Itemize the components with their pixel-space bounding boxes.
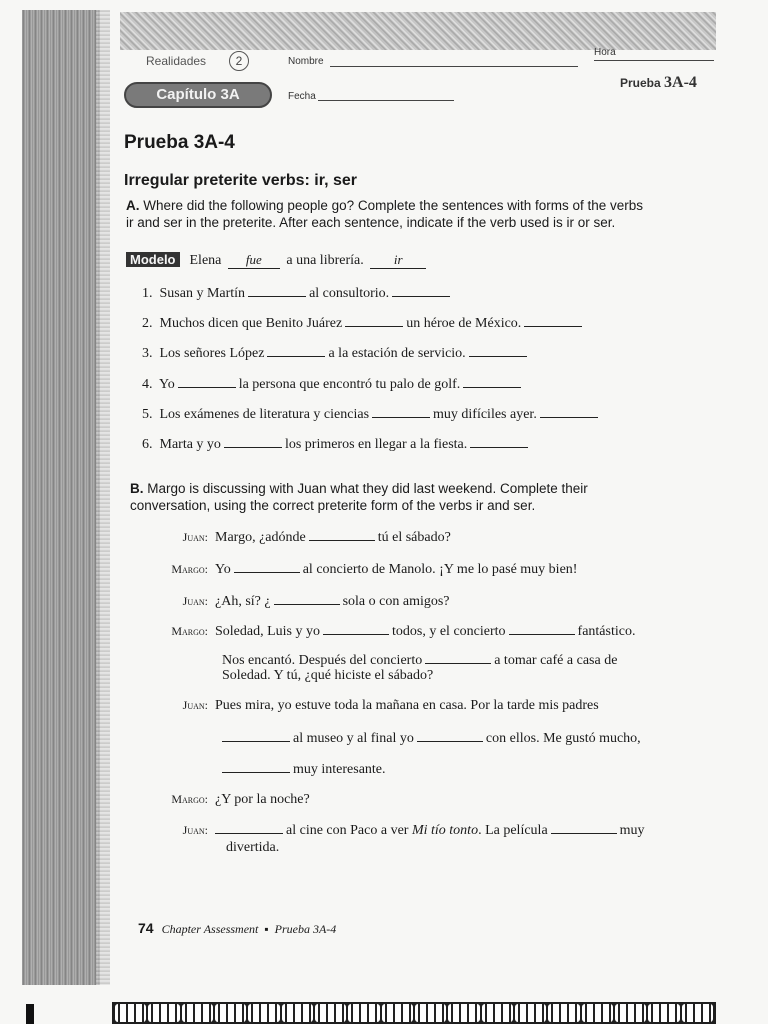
answer-blank[interactable]	[215, 821, 283, 834]
dialogue-continuation: Soledad. Y tú, ¿qué hiciste el sábado?	[222, 668, 434, 683]
answer-blank[interactable]	[274, 592, 340, 605]
test-number: 3A-4	[664, 74, 697, 91]
part-b-instructions: B. Margo is discussing with Juan what they did last weekend. Complete their conversation, using the correct preterite form of the verbs ir and ser.	[130, 481, 588, 513]
modelo-tag: Modelo	[126, 252, 180, 267]
verb-blank[interactable]	[470, 435, 528, 448]
test-label: Prueba 3A-4	[620, 74, 697, 91]
dialogue-line: Juan: ¿Ah, sí? ¿ sola o con amigos?	[148, 592, 450, 610]
answer-blank[interactable]	[222, 729, 290, 742]
hour-field[interactable]	[594, 60, 714, 61]
corner-mark	[26, 1004, 34, 1024]
book-spine-shadow	[22, 10, 100, 985]
speaker-label: Juan:	[182, 530, 208, 544]
verb-blank[interactable]	[524, 314, 582, 327]
answer-blank[interactable]	[267, 344, 325, 357]
series-number-badge: 2	[229, 51, 249, 71]
hour-label: Hora	[594, 47, 616, 58]
speaker-label: Margo:	[171, 792, 208, 806]
answer-blank[interactable]	[551, 821, 617, 834]
dialogue-line: Margo: ¿Y por la noche?	[148, 792, 310, 808]
answer-blank[interactable]	[372, 405, 430, 418]
exercise-a-item: 5. Los exámenes de literatura y ciencias muy difíciles ayer.	[142, 405, 601, 423]
dialogue-line: Juan: Margo, ¿adónde tú el sábado?	[148, 528, 451, 546]
modelo-line: Modelo Elena fue a una librería. ir	[126, 252, 429, 269]
dialogue-line: Juan: al cine con Paco a ver Mi tío tonto. La película muy	[148, 821, 645, 839]
exercise-a-item: 6. Marta y yo los primeros en llegar a la fiesta.	[142, 435, 531, 453]
section-subtitle: Irregular preterite verbs: ir, ser	[124, 172, 357, 189]
part-b-letter: B.	[130, 481, 144, 496]
modelo-verb: ir	[370, 252, 426, 269]
answer-blank[interactable]	[509, 622, 575, 635]
answer-blank[interactable]	[178, 375, 236, 388]
exercise-a-item: 2. Muchos dicen que Benito Juárez un héroe de México.	[142, 314, 585, 332]
footer-decorative-band	[112, 1002, 716, 1024]
page-title: Prueba 3A-4	[124, 132, 235, 153]
answer-blank[interactable]	[309, 528, 375, 541]
answer-blank[interactable]	[345, 314, 403, 327]
verb-blank[interactable]	[469, 344, 527, 357]
dialogue-line: Margo: Yo al concierto de Manolo. ¡Y me lo pasé muy bien!	[148, 560, 577, 578]
answer-blank[interactable]	[248, 284, 306, 297]
date-label: Fecha	[288, 91, 316, 102]
dialogue-line: Juan: Pues mira, yo estuve toda la mañana en casa. Por la tarde mis padres	[148, 698, 599, 714]
name-label: Nombre	[288, 56, 324, 67]
answer-blank[interactable]	[234, 560, 300, 573]
verb-blank[interactable]	[392, 284, 450, 297]
answer-blank[interactable]	[224, 435, 282, 448]
speaker-label: Margo:	[171, 562, 208, 576]
verb-blank[interactable]	[463, 375, 521, 388]
dialogue-continuation: muy interesante.	[222, 760, 386, 778]
answer-blank[interactable]	[425, 651, 491, 664]
part-a-letter: A.	[126, 198, 140, 213]
spine-edge	[96, 10, 110, 985]
speaker-label: Margo:	[171, 624, 208, 638]
series-logo: Realidades	[146, 54, 207, 68]
answer-blank[interactable]	[417, 729, 483, 742]
dialogue-continuation: divertida.	[226, 840, 280, 855]
speaker-label: Juan:	[182, 823, 208, 837]
dialogue-line: Margo: Soledad, Luis y yo todos, y el concierto fantástico.	[148, 622, 635, 640]
speaker-label: Juan:	[182, 698, 208, 712]
modelo-answer: fue	[228, 252, 280, 269]
movie-title: Mi tío tonto	[411, 823, 479, 838]
name-field[interactable]	[330, 66, 578, 67]
exercise-a-item: 1. Susan y Martín al consultorio.	[142, 284, 453, 302]
speaker-label: Juan:	[182, 594, 208, 608]
verb-blank[interactable]	[540, 405, 598, 418]
part-a-instructions: A. Where did the following people go? Complete the sentences with forms of the verbs ir and ser in the preterite. After each sentence, indicate if the verb used is ir or ser.	[126, 198, 644, 230]
dialogue-continuation: Nos encantó. Después del concierto a tomar café a casa de	[222, 653, 618, 668]
dialogue-continuation: al museo y al final yo con ellos. Me gustó mucho,	[222, 729, 641, 747]
answer-blank[interactable]	[323, 622, 389, 635]
answer-blank[interactable]	[222, 760, 290, 773]
header-decorative-band	[120, 12, 716, 50]
page-footer: 74 Chapter Assessment ▪ Prueba 3A-4	[138, 920, 337, 936]
chapter-badge: Capítulo 3A	[124, 82, 272, 108]
exercise-a-item: 3. Los señores López a la estación de servicio.	[142, 344, 530, 362]
page-number: 74	[138, 920, 154, 936]
exercise-a-item: 4. Yo la persona que encontró tu palo de golf.	[142, 375, 524, 393]
date-field[interactable]	[318, 100, 454, 101]
